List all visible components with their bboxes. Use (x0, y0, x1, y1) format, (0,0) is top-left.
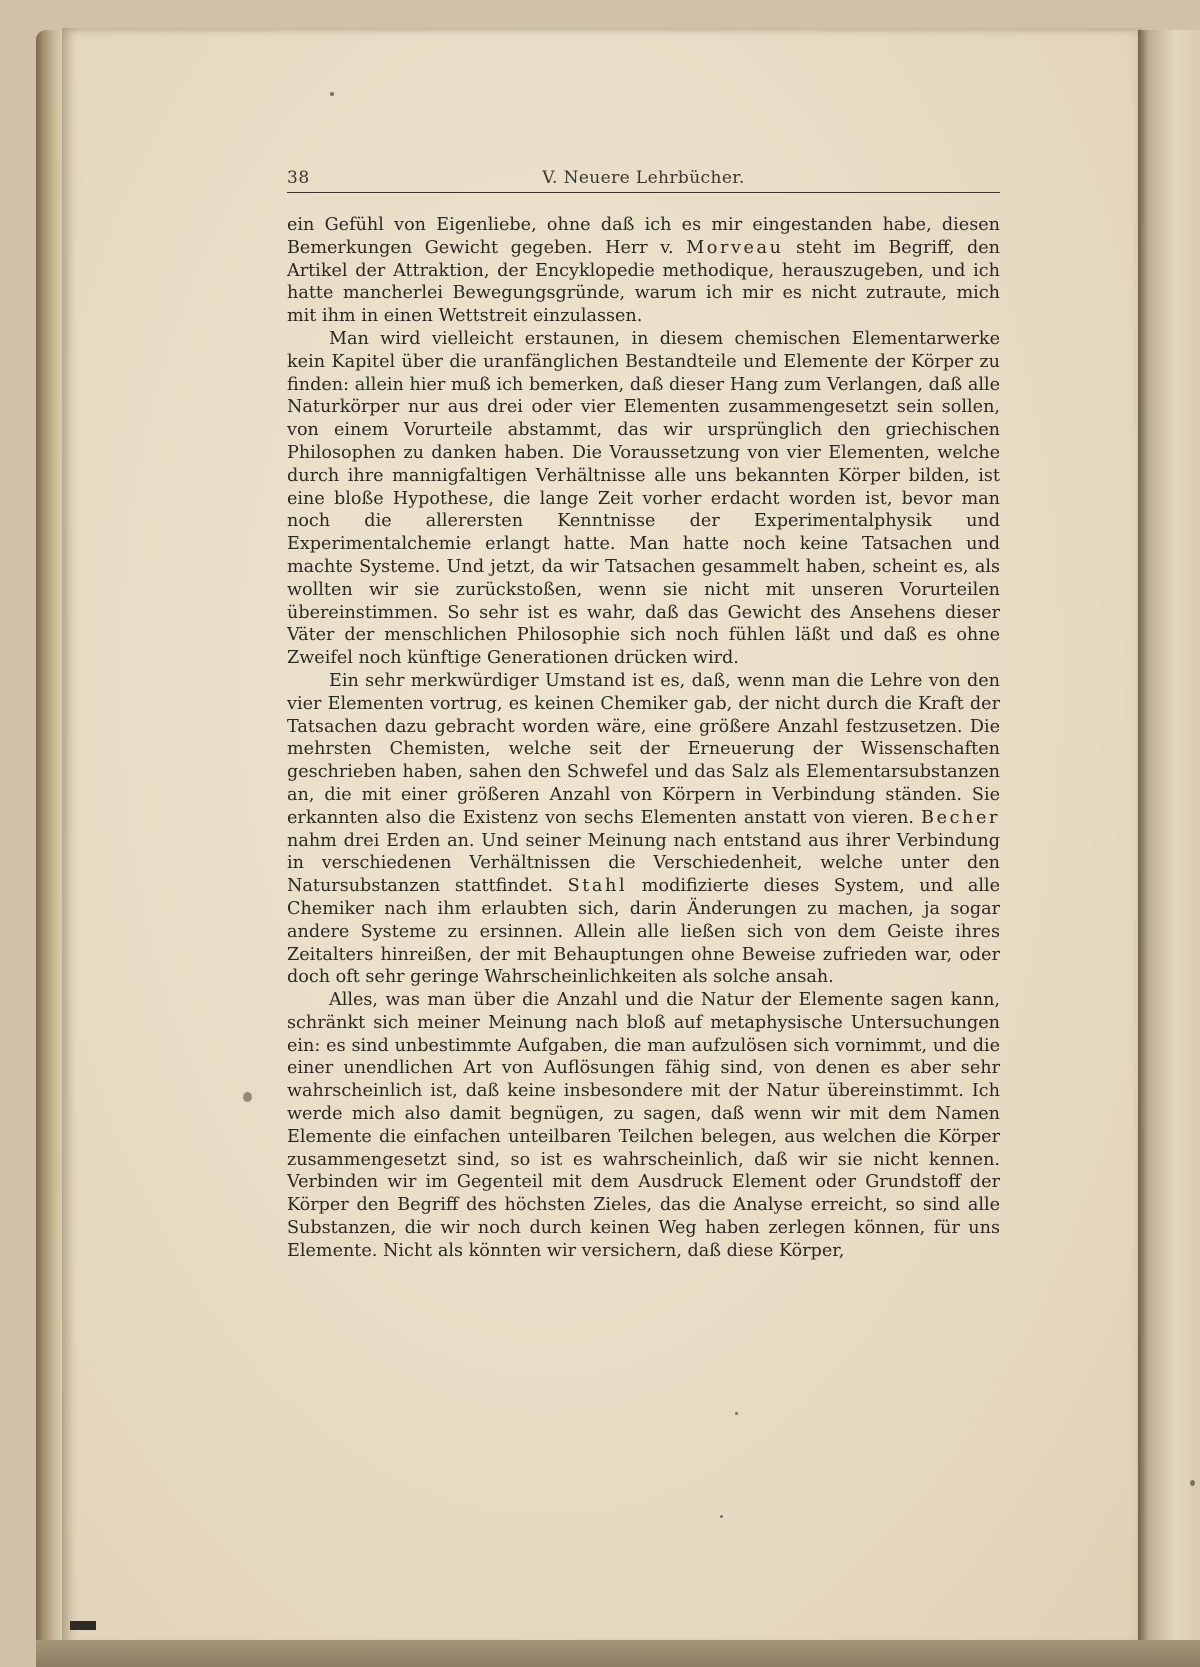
spaced-name: Becher (921, 807, 1000, 828)
book-bottom-edge (36, 1640, 1200, 1667)
text-run: ein Gefühl von Eigenliebe, ohne daß ich es mir eingestanden habe, diesen Bemerkungen Gewicht gegeben. Herr v. (287, 215, 1000, 258)
header-rule (287, 192, 1000, 193)
page-number: 38 (287, 168, 310, 188)
text-run: Alles, was man über die Anzahl und die Natur der Elemente sagen kann, schränkt sich meiner Meinung nach bloß auf metaphysische Untersuchungen ein: es sind unbestimmte Aufgaben, die man aufzulösen sich vornimmt, und die einer unendlichen Art von Auflösungen fähig sind, von denen es aber sehr wahrscheinlich ist, daß keine insbesondere mit der Natur übereinstimmt. Ich werde mich also damit begnügen, zu sagen, daß wenn wir mit dem Namen Elemente die einfachen unteilbaren Teilchen belegen, aus welchen die Körper zusammengesetzt sind, so ist es wahrscheinlich, daß wir sie nicht kennen. Verbinden wir im Gegenteil mit dem Ausdruck Element oder Grundstoff der Körper den Begriff des höchsten Zieles, das die Analyse erreicht, so sind alle Substanzen, die wir noch durch keinen Weg haben zerlegen können, für uns Elemente. Nicht als könnten wir versichern, daß diese Körper, (287, 990, 1000, 1261)
paper-speck (330, 92, 334, 96)
facing-page-edge (1138, 30, 1200, 1650)
paper-speck (735, 1412, 738, 1415)
spaced-name: Morveau (686, 237, 784, 258)
paragraph (287, 214, 1000, 328)
spaced-name: Stahl (567, 876, 628, 897)
paragraph (287, 989, 1000, 1263)
text-run: Man wird vielleicht erstaunen, in diesem chemischen Elementarwerke kein Kapitel über die uranfänglichen Bestandteile und Elemente der Körper zu finden: allein hier muß ich bemerken, daß dieser Hang zum Verlangen, daß alle Naturkörper nur aus drei oder vier Elementen zusammengesetzt sein sollen, von einem Vorurteile abstammt, das wir ursprünglich den griechischen Philosophen zu danken haben. Die Voraussetzung von vier Elementen, welche durch ihre mannigfaltigen Verhältnisse alle uns bekannten Körper bilden, ist eine bloße Hypothese, die lange Zeit vorher erdacht worden ist, bevor man noch die allerersten Kenntnisse der Experimentalphysik und Experimentalchemie erlangt hatte. Man hatte noch keine Tatsachen und machte Systeme. Und jetzt, da wir Tatsachen gesammelt haben, scheint es, als wollten wir sie zurückstoßen, wenn sie nicht mit unseren Vorurteilen übereinstimmen. So sehr ist es wahr, daß das Gewicht des Ansehens dieser Väter der menschlichen Philosophie sich noch fühlen läßt und daß es ohne Zweifel noch künftige Generationen drücken wird. (287, 328, 1000, 669)
running-title: V. Neuere Lehrbücher. (542, 168, 745, 188)
paragraph (287, 328, 1000, 670)
paper-speck (243, 1092, 252, 1102)
text-run: Ein sehr merkwürdiger Umstand ist es, daß, wenn man die Lehre von den vier Elementen vortrug, es keinen Chemiker gab, der nicht durch die Kraft der Tatsachen dazu gebracht worden wäre, eine größere Anzahl festzusetzen. Die mehrsten Chemisten, welche seit der Erneuerung der Wissenschaften geschrieben haben, sahen den Schwefel und das Salz als Elementarsubstanzen an, die mit einer größeren Anzahl von Körpern in Verbindung ständen. Sie erkannten also die Existenz von sechs Elementen anstatt von vieren. (287, 670, 1000, 828)
body-text (287, 214, 1000, 1263)
text-run: modifizierte dieses System, und alle Chemiker nach ihm erlaubten sich, darin Änderungen zu machen, ja sogar andere Systeme zu ersinnen. Allein alle ließen sich von dem Geiste ihres Zeitalters hinreißen, der mit Behauptungen ohne Beweise zufrieden war, oder doch oft sehr geringe Wahrscheinlichkeiten als solche ansah. (287, 876, 1000, 988)
text-run: nahm drei Erden an. Und seiner Meinung nach entstand aus ihrer Verbindung in verschiedenen Verhältnissen die Verschiedenheit, welche unter den Natursubstanzen stattfindet. (287, 830, 1000, 897)
text-run: steht im Begriff, den Artikel der Attraktion, der Encyklopedie methodique, herauszugeben, und ich hatte mancherlei Bewegungsgründe, warum ich mir es nicht zutraute, mich mit ihm in einen Wettstreit einzulassen. (287, 237, 1001, 327)
paper-speck (1190, 1480, 1195, 1486)
corner-mark (70, 1621, 96, 1630)
paragraph (287, 670, 1000, 989)
paper-speck (720, 1515, 723, 1518)
